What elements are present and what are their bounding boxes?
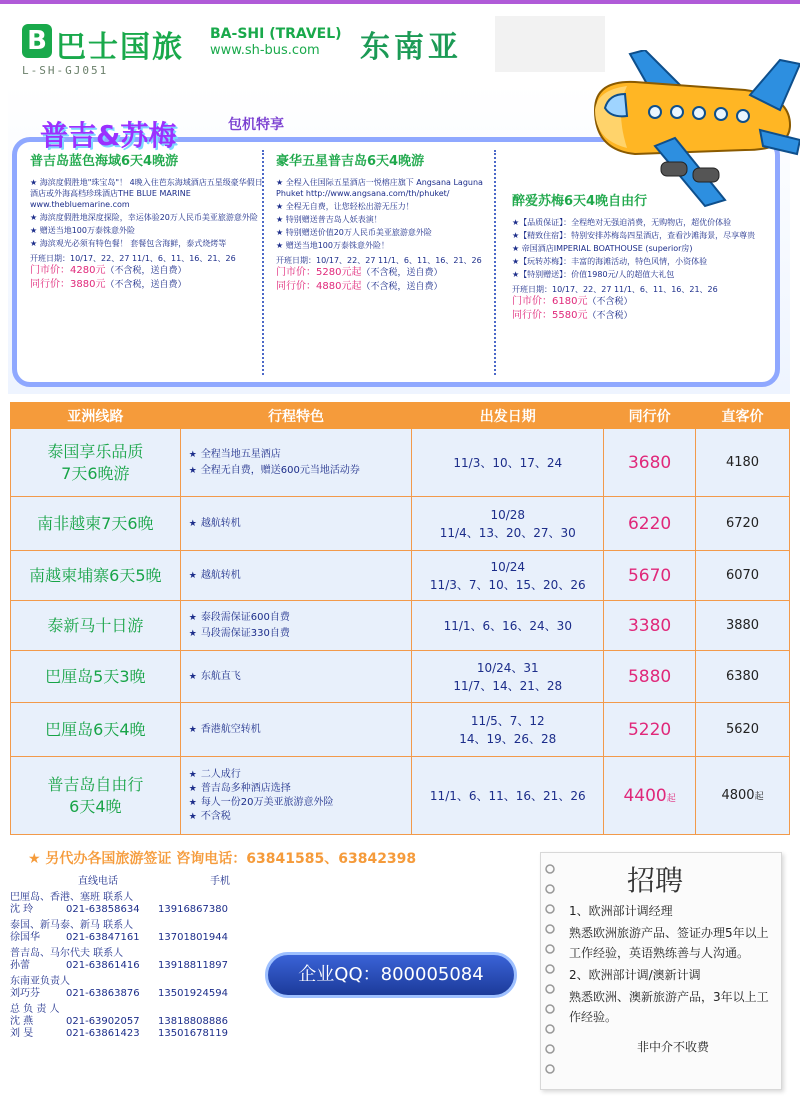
package-title: 醉爱苏梅6天4晚自由行 [512,194,648,209]
route-features: ★ 全程当地五星酒店 ★ 全程无自费，赠送600元当地活动券 [180,429,412,497]
peer-price: 5670 [604,551,696,601]
route-name: 泰国享乐品质 7天6晚游 [11,429,181,497]
table-header-row [11,403,790,429]
direct-price: 3880 [696,601,790,651]
contact-row: 孙蕾 021-63861416 13918811897 [10,960,228,971]
contacts-header: 直线电话 手机 [78,876,230,887]
star-icon: ★ [188,628,197,639]
star-icon: ★ [188,783,197,794]
package-dates: 开班日期：10/17、22、27 11/1、6、11、16、21、26 [276,256,482,265]
route-dates: 10/28 11/4、13、20、27、30 [412,497,604,551]
peer-price: 4400起 [604,757,696,835]
package-feature: ★【特别赠送】：价值1980元/人的超值大礼包 [512,270,675,279]
route-dates: 11/5、7、12 14、19、26、28 [412,703,604,757]
star-icon: ★ [188,449,197,460]
route-features: ★ 泰段需保证600自费 ★ 马段需保证330自费 [180,601,412,651]
table-row [11,429,790,497]
peer-price: 同行价：4880元起（不含税，送自费） [276,281,443,292]
star-icon: ★ [188,797,197,808]
star-icon: ★ [188,769,197,780]
peer-price: 5220 [604,703,696,757]
list-price: 门市价：5280元起（不含税，送自费） [276,267,443,278]
routes-table [10,402,790,835]
peer-price: 5880 [604,651,696,703]
package-samui [512,190,762,323]
route-dates: 11/1、6、16、24、30 [412,601,604,651]
star-icon: ★ [188,570,197,581]
header-route: 亚洲线路 [11,403,181,429]
table-row [11,551,790,601]
logo-name: 巴士国旅 [56,30,184,65]
package-feature: ★【玩转苏梅】：丰富的海滩活动，特色风情，小资体验 [512,257,708,266]
contacts-list [10,876,245,1040]
enterprise-qq-button[interactable]: 企业QQ：800005084 [265,952,517,998]
table-row [11,651,790,703]
direct-price: 4180 [696,429,790,497]
contact-row: 刘 旻 021-63861423 13501678119 [10,1028,228,1039]
route-features: ★ 越航转机 [180,497,412,551]
no-agency-fee: 非中介不收费 [636,1040,709,1054]
package-feature: ★ 全程无自费，让您轻松出游无压力！ [276,202,414,211]
direct-price: 6380 [696,651,790,703]
recruit-title: 招聘 [627,864,684,897]
star-icon: ★ [188,612,197,623]
recruitment-notice [540,852,782,1090]
route-name: 泰新马十日游 [11,601,181,651]
package-feature: ★【精致住宿】：特别安排苏梅岛四星酒店，查看沙滩海景，尽享尊贵 [512,231,756,240]
contact-group: 泰国、新马泰、新马 联系人 徐国华 021-63847161 13701801944 [10,920,245,944]
recruit-body [569,901,777,1059]
logo-english: BA-SHI (TRAVEL) [210,26,342,42]
package-feature: ★ 海滨观光必须有特色餐！ 套餐包含海鲜，泰式烧烤等 [30,239,227,248]
peer-price: 3380 [604,601,696,651]
route-name: 南越柬埔寨6天5晚 [11,551,181,601]
route-name: 普吉岛自由行 6天4晚 [11,757,181,835]
package-phuket-blue [30,150,270,292]
route-name: 南非越柬7天6晚 [11,497,181,551]
direct-price: 6720 [696,497,790,551]
banner-subtitle: 包机特享 [228,117,284,133]
airplane-icon [575,50,800,210]
peer-price: 同行价：3880元（不含税，送自费） [30,279,187,290]
route-features: ★ 越航转机 [180,551,412,601]
package-title: 普吉岛蓝色海域6天4晚游 [30,154,179,169]
route-dates: 11/3、10、17、24 [412,429,604,497]
route-dates: 11/1、6、11、16、21、26 [412,757,604,835]
star-icon: ★ [188,811,197,822]
table-row [11,757,790,835]
notebook-spiral-icon [543,863,557,1083]
package-feature: ★ 赠送当地100万泰铢意外险 [30,226,135,235]
table-row [11,497,790,551]
direct-price: 4800起 [696,757,790,835]
header-peer-price: 同行价 [604,403,696,429]
route-dates: 10/24 11/3、7、10、15、20、26 [412,551,604,601]
package-dates: 开班日期：10/17、22、27 11/1、6、11、16、21、26 [30,254,236,263]
package-feature: ★ 特别赠送普吉岛人妖表演！ [276,215,382,224]
route-features: ★ 东航直飞 [180,651,412,703]
contact-group: 东南亚负责人 刘巧芬 021-63863876 13501924594 [10,976,245,1000]
list-price: 门市价：4280元（不含税，送自费） [30,265,187,276]
header-direct-price: 直客价 [696,403,790,429]
contact-group: 普吉岛、马尔代夫 联系人 孙蕾 021-63861416 13918811897 [10,948,245,972]
header-dates: 出发日期 [412,403,604,429]
route-features: ★ 二人成行 ★ 普吉岛多种酒店选择 ★ 每人一份20万美亚旅游意外险 ★ 不含税 [180,757,412,835]
region-title: 东南亚 [360,30,462,65]
direct-price: 6070 [696,551,790,601]
direct-price: 5620 [696,703,790,757]
package-feature: ★ 全程入住国际五星酒店一悦榕庄旗下 Angsana Laguna Phuket http://www.angsana.com/th/phuket/ [276,178,483,198]
peer-price: 6220 [604,497,696,551]
package-title: 豪华五星普吉岛6天4晚游 [276,154,425,169]
route-name: 巴厘岛6天4晚 [11,703,181,757]
package-feature: ★ 海滨度假胜地"珠宝岛"！ 4晚入住芭东海域酒店五星级豪华假日酒店或外海高档珍珠酒店THE BLUE MARINE www.thebluemarine.com [30,178,263,209]
table-row [11,703,790,757]
star-icon: ★ [188,518,197,529]
peer-price: 同行价：5580元（不含税） [512,310,633,321]
recruit-item: 熟悉欧洲、澳新旅游产品，3年以上工作经验。 [569,990,769,1024]
column-divider [494,150,496,375]
star-icon: ★ [188,671,197,682]
package-feature: ★ 赠送当地100万泰铢意外险！ [276,241,389,250]
package-feature: ★ 特别赠送价值20万人民币美亚旅游意外险 [276,228,432,237]
contact-row: 沈 玲 021-63858634 13916867380 [10,904,228,915]
peer-price: 3680 [604,429,696,497]
star-icon: ★ [188,465,197,476]
banner-title: 普吉&苏梅 [40,119,177,152]
package-feature: ★ 帝国酒店IMPERIAL BOATHOUSE (superior房) [512,244,693,253]
contact-group: 总 负 责 人 沈 燕 021-63902057 13818808886 刘 旻 021-63861423 13501678119 [10,1004,245,1040]
visa-service-notice: ★ 另代办各国旅游签证 咨询电话：63841585、63842398 [28,851,417,867]
license-number: L-SH-GJ051 [22,64,109,77]
route-features: ★ 香港航空转机 [180,703,412,757]
package-feature: ★ 海滨度假胜地深度探险，幸运体验20万人民币美亚旅游意外险 [30,213,258,222]
website-link[interactable]: www.sh-bus.com [210,43,320,58]
contact-row: 徐国华 021-63847161 13701801944 [10,932,228,943]
contact-row: 刘巧芬 021-63863876 13501924594 [10,988,228,999]
header-features: 行程特色 [180,403,412,429]
list-price: 门市价：6180元（不含税） [512,296,633,307]
column-divider [262,150,264,375]
recruit-item: 1、欧洲部计调经理 [569,904,673,918]
route-name: 巴厘岛5天3晚 [11,651,181,703]
route-dates: 10/24、31 11/7、14、21、28 [412,651,604,703]
contact-row: 沈 燕 021-63902057 13818808886 [10,1016,228,1027]
star-icon: ★ [188,724,197,735]
package-feature: ★【品质保证】：全程绝对无强迫消费，无购物店，超优价体验 [512,218,732,227]
logo-icon: B [22,24,52,58]
recruit-item: 2、欧洲部计调/澳新计调 [569,968,701,982]
contact-group: 巴厘岛、香港、塞班 联系人 沈 玲 021-63858634 13916867380 [10,892,245,916]
package-dates: 开班日期：10/17、22、27 11/1、6、11、16、21、26 [512,285,718,294]
recruit-item: 熟悉欧洲旅游产品、签证办理5年以上工作经验，英语熟练善与人沟通。 [569,926,769,960]
package-phuket-luxury [276,150,494,294]
table-row [11,601,790,651]
